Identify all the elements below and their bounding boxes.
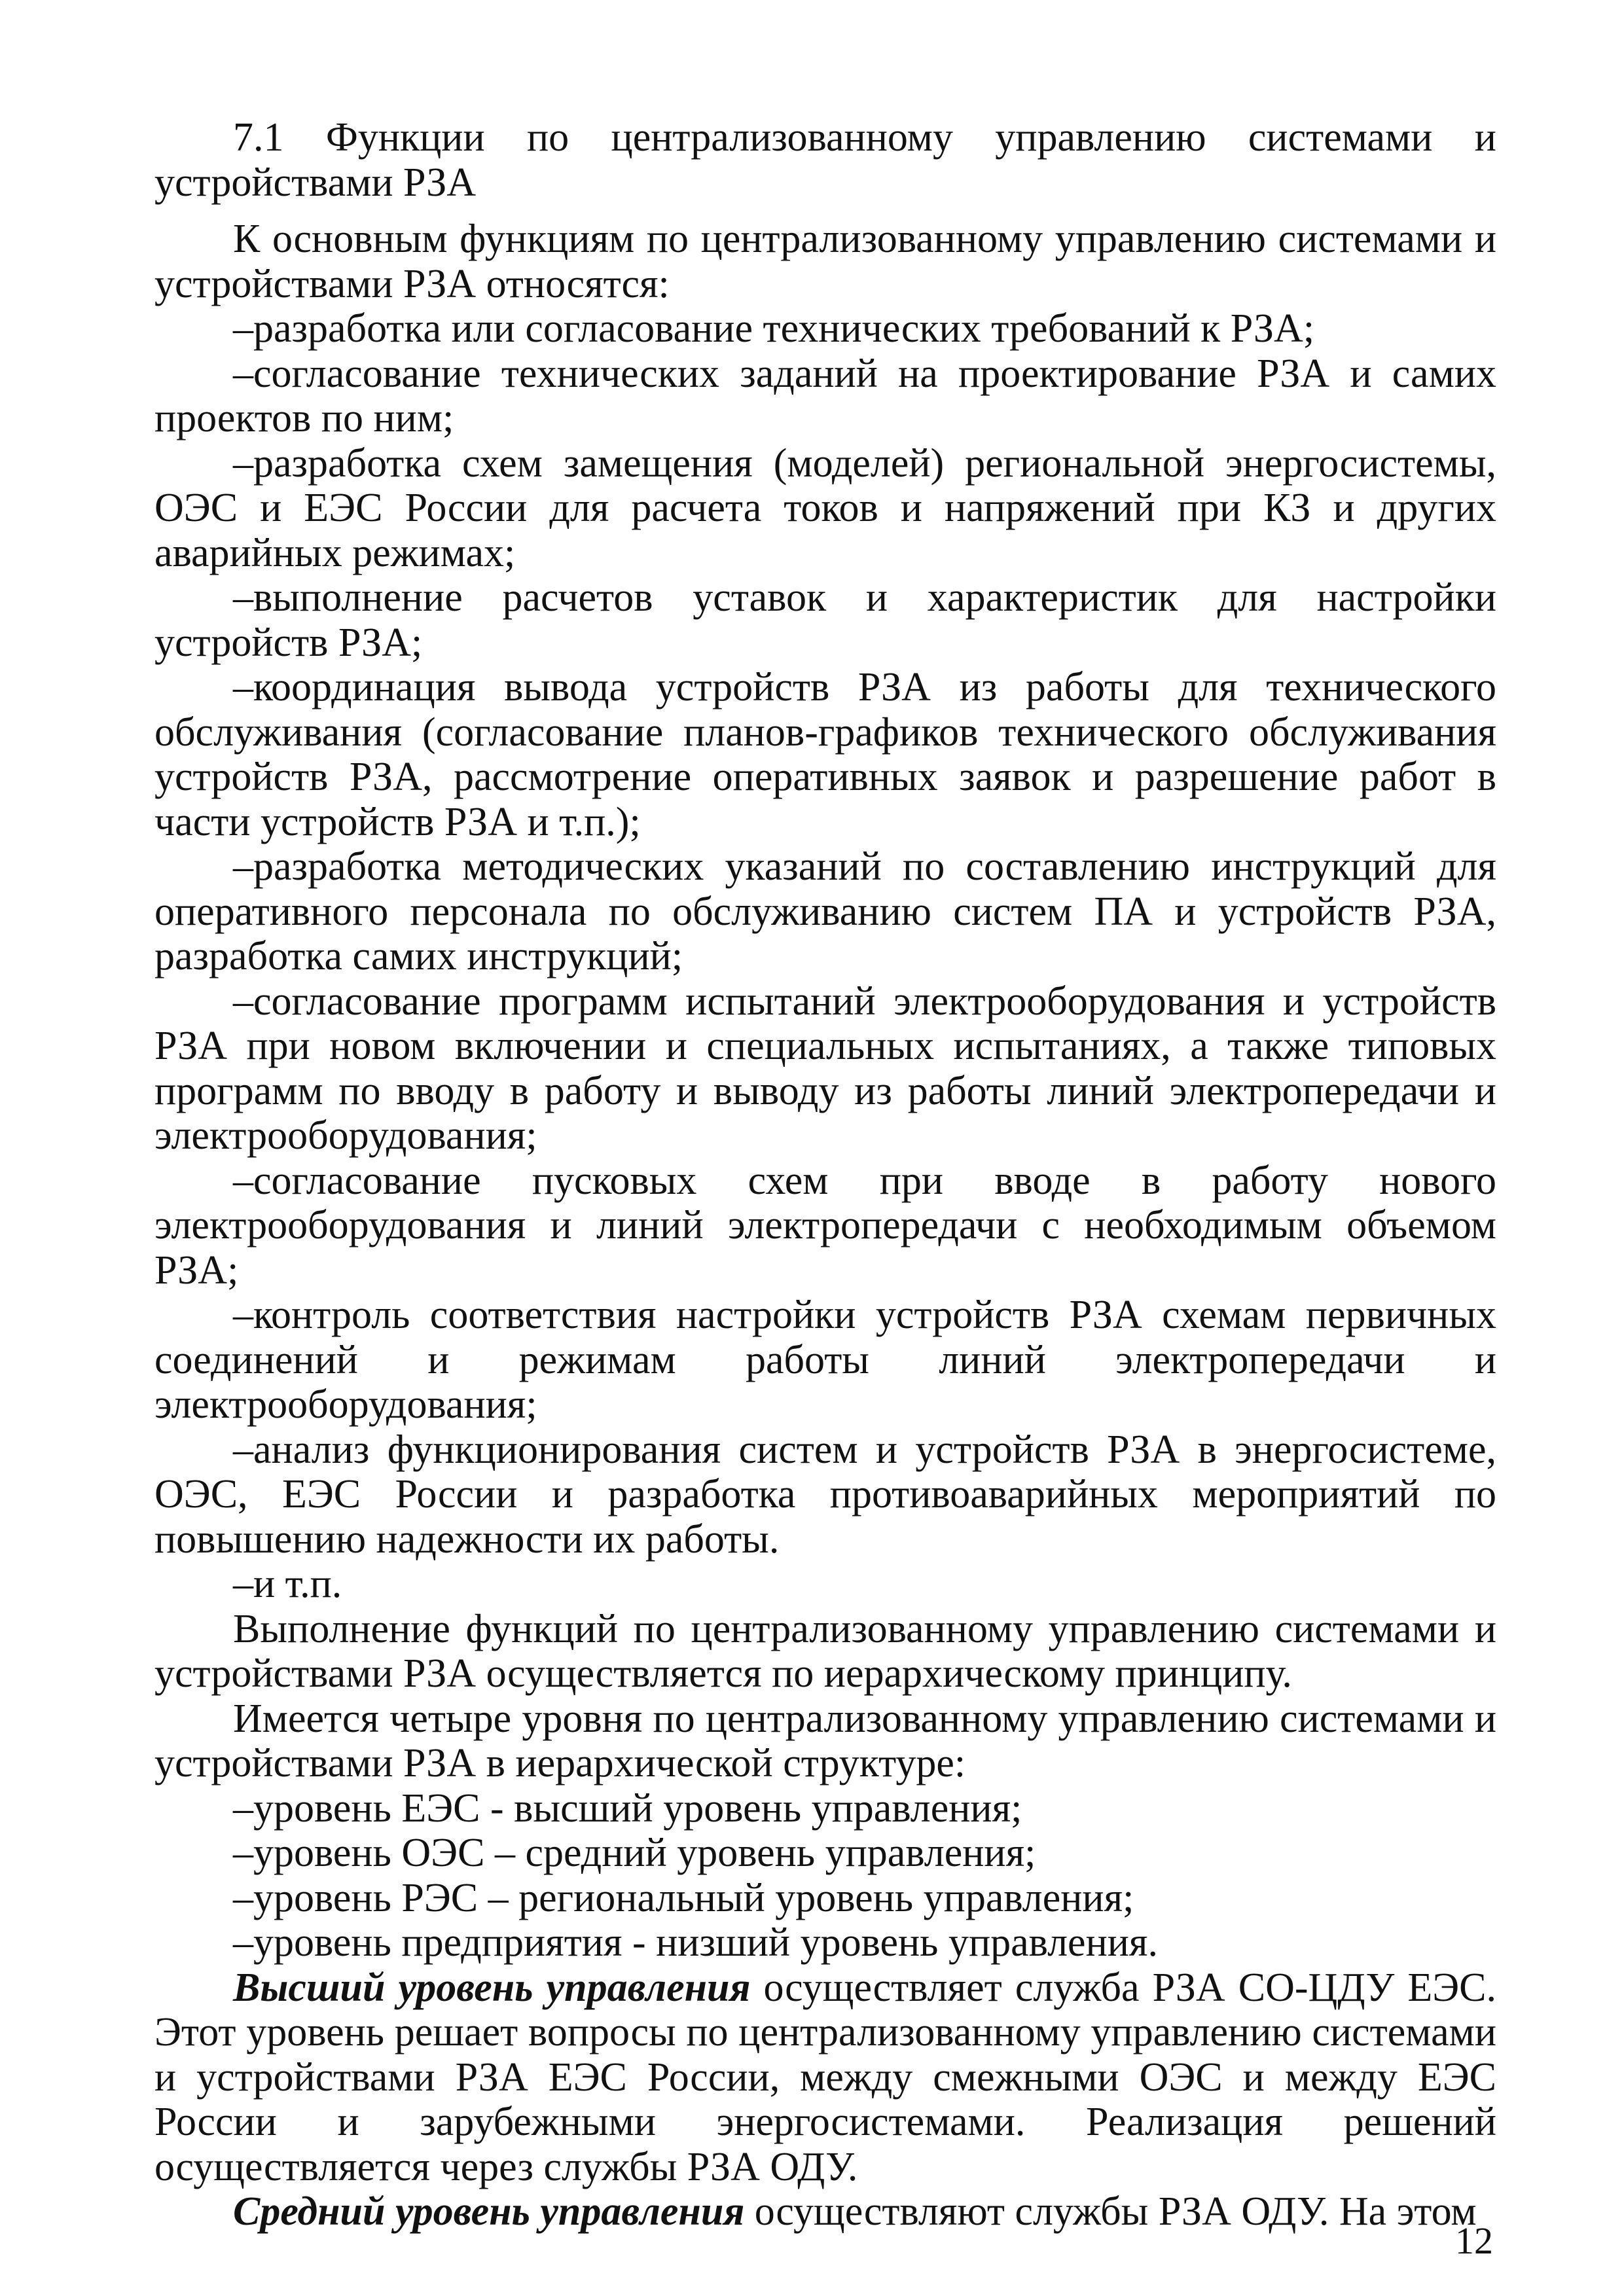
level-item: –уровень РЭС – региональный уровень управления; [233,1875,1134,1920]
middle-level-paragraph [154,2189,1496,2234]
dash-marker: – [233,844,253,889]
dash-marker: – [233,575,253,620]
function-item: –согласование пусковых схем при вводе в работу нового электрооборудования и линий электропередачи с необходимым объемом РЗА; [154,1158,1496,1293]
function-item: –координация вывода устройств РЗА из работы для технического обслуживания (согласование планов-графиков технического обслуживания устройств РЗА, рассмотрение оперативных заявок и разрешение работ в части устройств РЗА и т.п.); [154,665,1496,844]
dash-marker: – [233,351,253,396]
function-item: –и т.п. [233,1562,342,1606]
dash-marker: – [233,978,253,1024]
section-heading: 7.1 Функции по централизованному управлению системами и устройствами РЗА [154,115,1496,205]
intro-paragraph: К основным функциям по централизованному управлению системами и устройствами РЗА относятся: [154,217,1496,306]
page-body [154,115,1496,2234]
function-item: –разработка методических указаний по составлению инструкций для оперативного персонала по обслуживанию систем ПА и устройств РЗА, разработка самих инструкций; [154,844,1496,978]
dash-marker: – [233,1427,253,1472]
middle-level-term: Средний уровень управления [233,2189,745,2234]
level-item: –уровень предприятия - низший уровень управления. [233,1920,1158,1965]
dash-marker: – [233,1831,253,1875]
levels-intro-paragraph: Имеется четыре уровня по централизованному управлению системами и устройствами РЗА в иерархической структуре: [154,1696,1496,1785]
dash-marker: – [233,440,253,486]
dash-marker: – [233,1562,253,1606]
page-number: 12 [1455,2219,1493,2262]
hierarchy-paragraph: Выполнение функций по централизованному управлению системами и устройствами РЗА осуществляется по иерархическому принципу. [154,1606,1496,1696]
dash-marker: – [233,1875,253,1920]
function-item: –выполнение расчетов уставок и характеристик для настройки устройств РЗА; [154,575,1496,665]
dash-marker: – [233,1785,253,1831]
function-item: –разработка или согласование технических требований к РЗА; [233,306,1315,351]
level-item: –уровень ЕЭС - высший уровень управления; [233,1785,1022,1831]
dash-marker: – [233,306,253,351]
function-item: –согласование технических заданий на проектирование РЗА и самих проектов по ним; [154,351,1496,440]
middle-level-text: осуществляют службы РЗА ОДУ. На этом [744,2189,1477,2234]
dash-marker: – [233,1158,253,1203]
upper-level-term: Высший уровень управления [233,1965,751,2010]
dash-marker: – [233,665,253,709]
function-item: –анализ функционирования систем и устройств РЗА в энергосистеме, ОЭС, ЕЭС России и разработка противоаварийных мероприятий по повышению надежности их работы. [154,1427,1496,1562]
upper-level-paragraph [154,1965,1496,2190]
function-item: –разработка схем замещения (моделей) региональной энергосистемы, ОЭС и ЕЭС России для расчета токов и напряжений при КЗ и других аварийных режимах; [154,440,1496,575]
function-item: –согласование программ испытаний электрооборудования и устройств РЗА при новом включении и специальных испытаниях, а также типовых программ по вводу в работу и выводу из работы линий электропередачи и электрооборудования; [154,978,1496,1158]
dash-marker: – [233,1920,253,1965]
level-item: –уровень ОЭС – средний уровень управления; [233,1831,1036,1875]
function-item: –контроль соответствия настройки устройств РЗА схемам первичных соединений и режимам работы линий электропередачи и электрооборудования; [154,1293,1496,1427]
dash-marker: – [233,1293,253,1337]
upper-level-text: осуществляет служба РЗА СО-ЦДУ ЕЭС. Этот уровень решает вопросы по централизованному управлению системами и устройствами РЗА ЕЭС России, между смежными ОЭС и между ЕЭС России и зарубежными энергосистемами. Реализация решений осуществляется через службы РЗА ОДУ. [154,1965,1497,2189]
